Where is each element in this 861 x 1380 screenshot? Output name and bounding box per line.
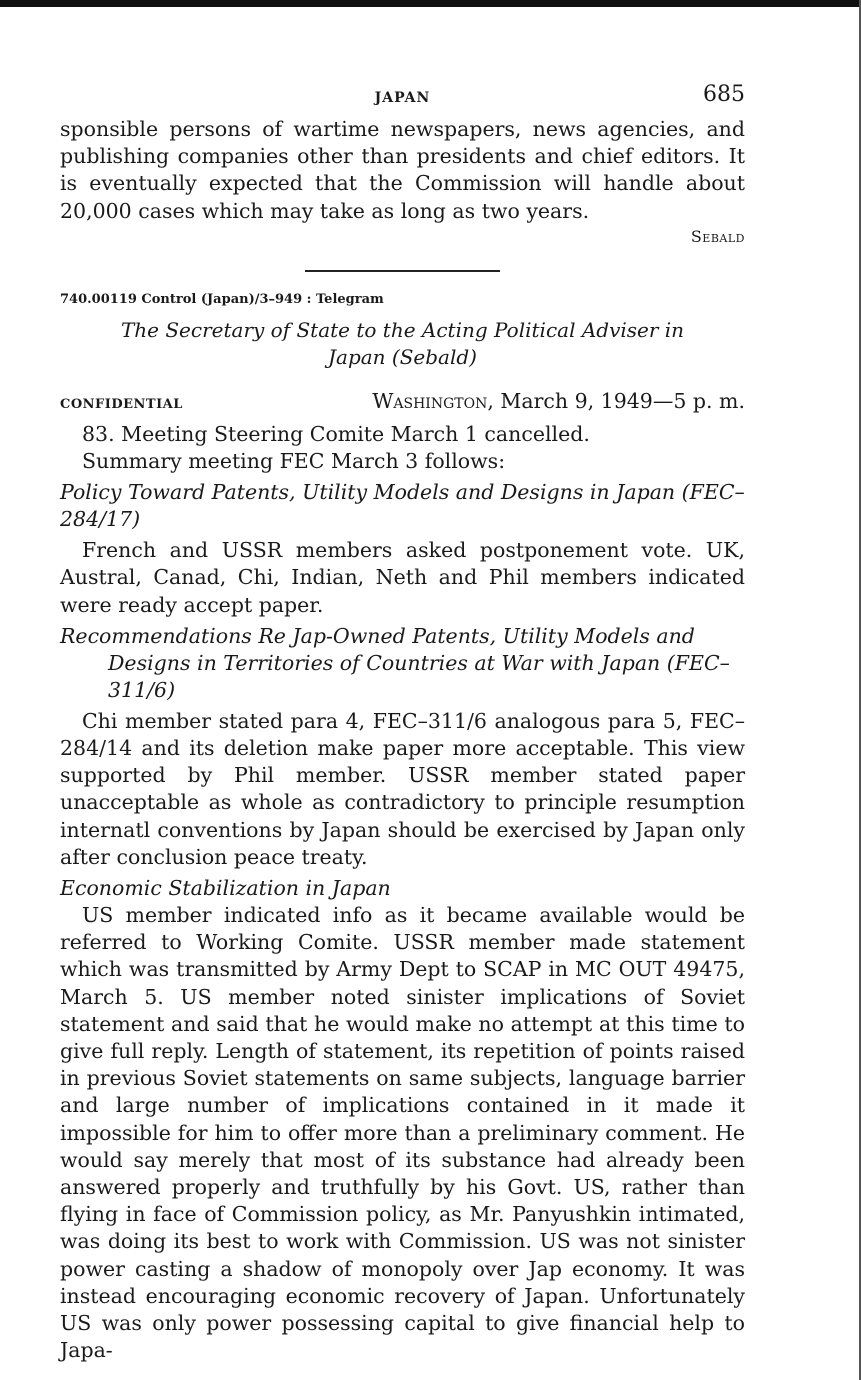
dateline: [60, 387, 745, 421]
scan-top-border: [0, 0, 861, 7]
section-heading-economic: Economic Stabilization in Japan: [60, 876, 391, 901]
section-text-recommendations: Chi member stated para 4, FEC–311/6 analogous para 5, FEC–284/14 and its deletion make paper more acceptable. This view supported by Phil member. USSR member stated paper unacceptable as whole as contradictory to principle resumption internatl conventions by Japan should be exercised by Japan only after conclusion peace treaty.: [60, 708, 745, 869]
signature: Sebald: [690, 226, 745, 246]
file-reference: 740.00119 Control (Japan)/3–949 : Telegram: [60, 291, 384, 307]
running-head: [60, 80, 745, 116]
section-text-economic: US member indicated info as it became available would be referred to Working Comite. USSR member made statement which was transmitted by Army Dept to SCAP in MC OUT 49475, March 5. US member noted sinister implications of Soviet statement and said that he would make no attempt at this time to give full reply. Length of statement, its repetition of points raised in previous Soviet statements on same subjects, language barrier and large number of implications contained in it made it impossible for him to offer more than a preliminary comment. He would say merely that most of its substance had already been answered properly and truthfully by his Govt. US, rather than flying in face of Commission policy, as Mr. Panyushkin intimated, was doing its best to work with Commission. US was not sinister power casting a shadow of monopoly over Jap economy. It was instead encouraging economic recovery of Japan. Unfortunately US was only power possessing capital to give financial help to Japa-: [60, 903, 745, 1363]
section-heading-patents: Policy Toward Patents, Utility Models and Designs in Japan (FEC–284/17): [60, 480, 745, 532]
page-number: 685: [703, 82, 745, 107]
section-divider: [305, 270, 500, 272]
date: , March 9, 1949—5 p. m.: [487, 388, 745, 413]
document-heading: The Secretary of State to the Acting Political Adviser in Japan (Sebald): [120, 317, 685, 369]
continuation-paragraph: sponsible persons of wartime newspapers, news agencies, and publishing companies other than presidents and chief editors. It is eventually expected that the Commission will handle about 20,000 cases which may take as long as two years.: [60, 117, 745, 223]
place: Washington: [372, 388, 488, 413]
place-date: [372, 389, 745, 413]
paragraph-summary: Summary meeting FEC March 3 follows:: [82, 449, 506, 474]
section-text-patents: French and USSR members asked postponement vote. UK, Austral, Canad, Chi, Indian, Neth and Phil members indicated were ready accept paper.: [60, 538, 745, 617]
classification: CONFIDENTIAL: [60, 396, 183, 412]
section-heading-recommendations: Recommendations Re Jap-Owned Patents, Utility Models and Designs in Territories of Countries at War with Japan (FEC–311/6): [60, 623, 730, 702]
paragraph-83: 83. Meeting Steering Comite March 1 cancelled.: [82, 421, 590, 446]
document-page: [60, 80, 745, 1365]
running-head-title: JAPAN: [374, 90, 431, 106]
